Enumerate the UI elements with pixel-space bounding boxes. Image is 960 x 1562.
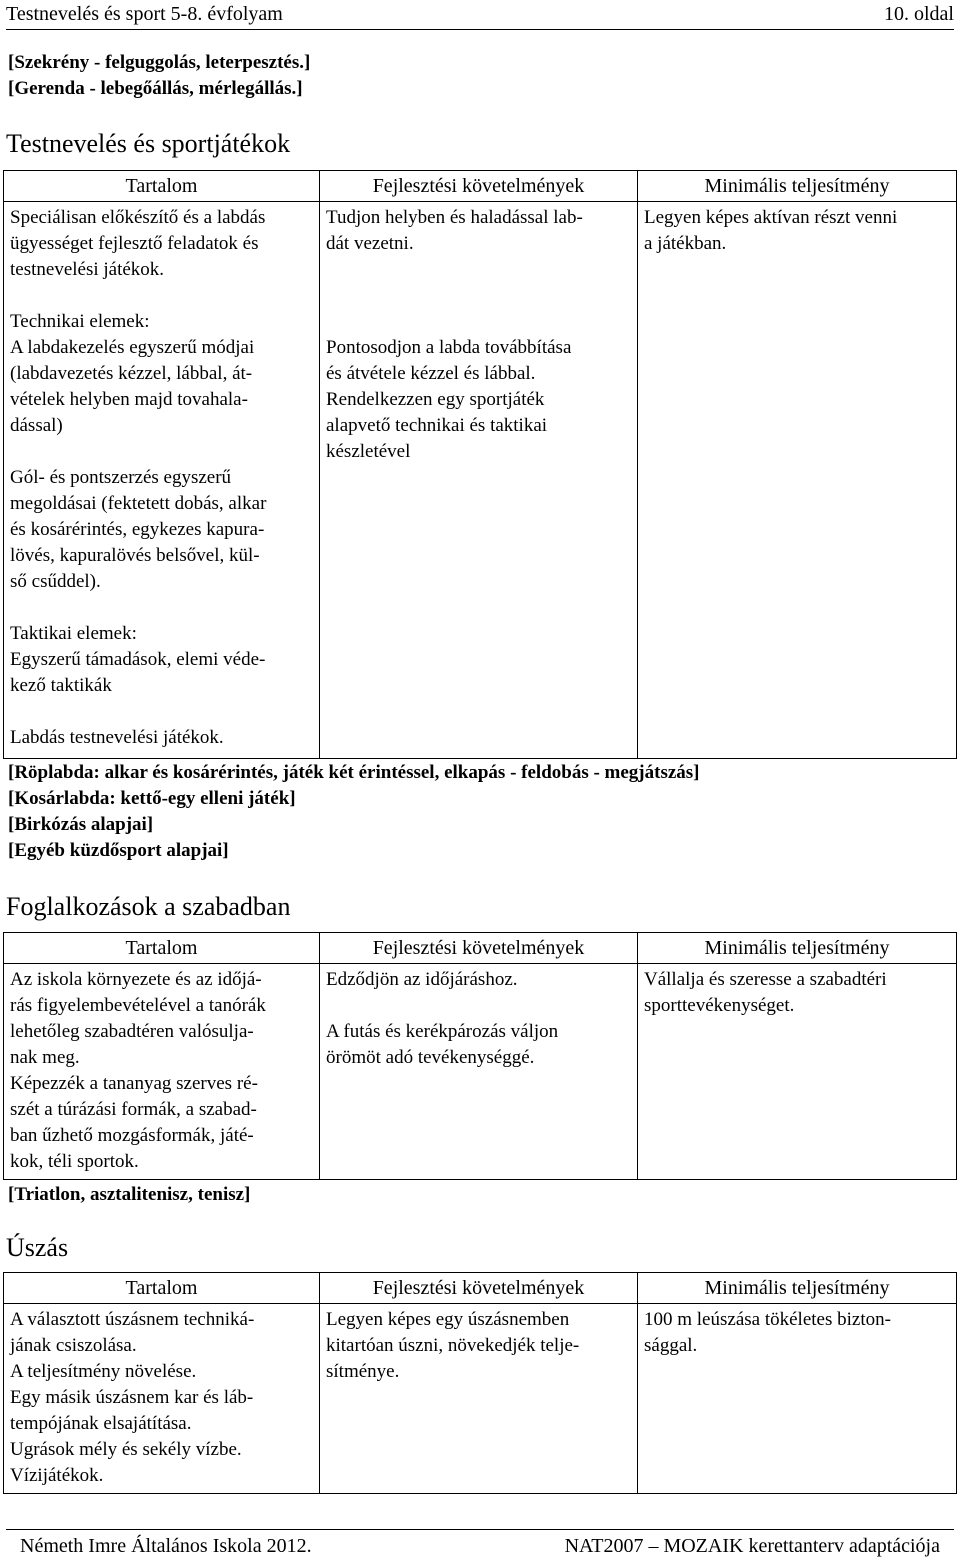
footer-source: NAT2007 – MOZAIK kerettanterv adaptációja [564,1535,940,1557]
cell-line: szét a túrázási formák, a szabad- [10,1099,257,1120]
section-title: Testnevelés és sportjátékok [6,129,291,158]
cell-line: (labdavezetés kézzel, lábbal, át- [10,363,253,384]
intro-line: [Gerenda - lebegőállás, mérlegállás.] [8,78,303,99]
topic-line: [Triatlon, asztalitenisz, tenisz] [8,1184,251,1205]
cell-line: A teljesítmény növelése. [10,1361,197,1382]
requirements-cell [320,964,638,1180]
cell-line: nak meg. [10,1047,80,1068]
minimum-cell [638,202,957,759]
cell-line: alapvető technikai és taktikai [326,415,548,436]
cell-line: Vízijátékok. [10,1465,104,1486]
cell-line: 100 m leúszása tökéletes bizton- [644,1309,891,1330]
content-cell [4,202,320,759]
table-row [4,964,957,1180]
page-header [6,0,954,30]
cell-line: sporttevékenységet. [644,995,795,1016]
column-header: Tartalom [4,933,320,964]
footer-school: Németh Imre Általános Iskola 2012. [20,1535,312,1557]
cell-line: Gól- és pontszerzés egyszerű [10,467,232,488]
cell-line: Egyszerű támadások, elemi véde- [10,649,266,670]
curriculum-table [3,1272,957,1494]
cell-line: tempójának elsajátítása. [10,1413,192,1434]
topic-line: [Kosárlabda: kettő-egy elleni játék] [8,788,296,809]
cell-line: ban űzhető mozgásformák, játé- [10,1125,254,1146]
cell-line: sítménye. [326,1361,400,1382]
content-cell [4,1304,320,1494]
topic-line: [Röplabda: alkar és kosárérintés, játék két érintéssel, elkapás - feldobás - megjátszás] [8,762,700,783]
cell-line: és kosárérintés, egykezes kapura- [10,519,265,540]
requirements-cell [320,202,638,759]
curriculum-table [3,932,957,1180]
content-cell [4,964,320,1180]
cell-line: örömöt adó tevékenységgé. [326,1047,535,1068]
section-title: Foglalkozások a szabadban [6,892,291,921]
column-header: Fejlesztési követelmények [320,1273,638,1304]
cell-line: megoldásai (fektetett dobás, alkar [10,493,267,514]
cell-line: A labdakezelés egyszerű módjai [10,337,255,358]
table-header-row [4,1273,957,1304]
cell-line: ügyességet fejlesztő feladatok és [10,233,259,254]
cell-line: Legyen képes aktívan részt venni [644,207,898,228]
column-header: Tartalom [4,171,320,202]
cell-line: jának csiszolása. [10,1335,137,1356]
cell-line: vételek helyben majd tovahala- [10,389,248,410]
cell-line: a játékban. [644,233,727,254]
table-header-row [4,171,957,202]
cell-line: Pontosodjon a labda továbbítása [326,337,572,358]
cell-line: A futás és kerékpározás váljon [326,1021,559,1042]
intro-line: [Szekrény - felguggolás, leterpesztés.] [8,52,311,73]
cell-line: Képezzék a tananyag szerves ré- [10,1073,258,1094]
cell-line: A választott úszásnem techniká- [10,1309,255,1330]
table-row [4,1304,957,1494]
cell-line: Az iskola környezete és az időjá- [10,969,262,990]
table-header-row [4,933,957,964]
cell-line: Tudjon helyben és haladással lab- [326,207,583,228]
section-title: Úszás [6,1233,69,1262]
page-footer [6,1529,954,1562]
cell-line: Taktikai elemek: [10,623,137,644]
cell-line: Vállalja és szeresse a szabadtéri [644,969,887,990]
table-row [4,202,957,759]
column-header: Minimális teljesítmény [638,933,957,964]
cell-line: lehetőleg szabadtéren valósulja- [10,1021,254,1042]
column-header: Fejlesztési követelmények [320,171,638,202]
cell-line: dással) [10,415,63,436]
column-header: Tartalom [4,1273,320,1304]
cell-line: készletével [326,441,411,462]
cell-line: Legyen képes egy úszásnemben [326,1309,570,1330]
cell-line: Ugrások mély és sekély vízbe. [10,1439,242,1460]
cell-line: rás figyelembevételével a tanórák [10,995,266,1016]
cell-line: Edződjön az időjáráshoz. [326,969,518,990]
cell-line: Speciálisan előkészítő és a labdás [10,207,266,228]
cell-line: Labdás testnevelési játékok. [10,727,224,748]
cell-line: kező taktikák [10,675,112,696]
topic-line: [Egyéb küzdősport alapjai] [8,840,229,861]
cell-line: ső csűddel). [10,571,101,592]
requirements-cell [320,1304,638,1494]
cell-line: dát vezetni. [326,233,414,254]
column-header: Fejlesztési követelmények [320,933,638,964]
column-header: Minimális teljesítmény [638,1273,957,1304]
minimum-cell [638,964,957,1180]
cell-line: és átvétele kézzel és lábbal. [326,363,536,384]
document-title: Testnevelés és sport 5-8. évfolyam [6,3,283,25]
cell-line: lövés, kapuralövés belsővel, kül- [10,545,260,566]
cell-line: Rendelkezzen egy sportjáték [326,389,545,410]
cell-line: sággal. [644,1335,698,1356]
cell-line: testnevelési játékok. [10,259,165,280]
minimum-cell [638,1304,957,1494]
cell-line: kitartóan úszni, növekedjék telje- [326,1335,580,1356]
curriculum-table [3,170,957,759]
cell-line: Technikai elemek: [10,311,150,332]
column-header: Minimális teljesítmény [638,171,957,202]
cell-line: Egy másik úszásnem kar és láb- [10,1387,254,1408]
topic-line: [Birkózás alapjai] [8,814,154,835]
page-number: 10. oldal [884,3,954,25]
cell-line: kok, téli sportok. [10,1151,139,1172]
